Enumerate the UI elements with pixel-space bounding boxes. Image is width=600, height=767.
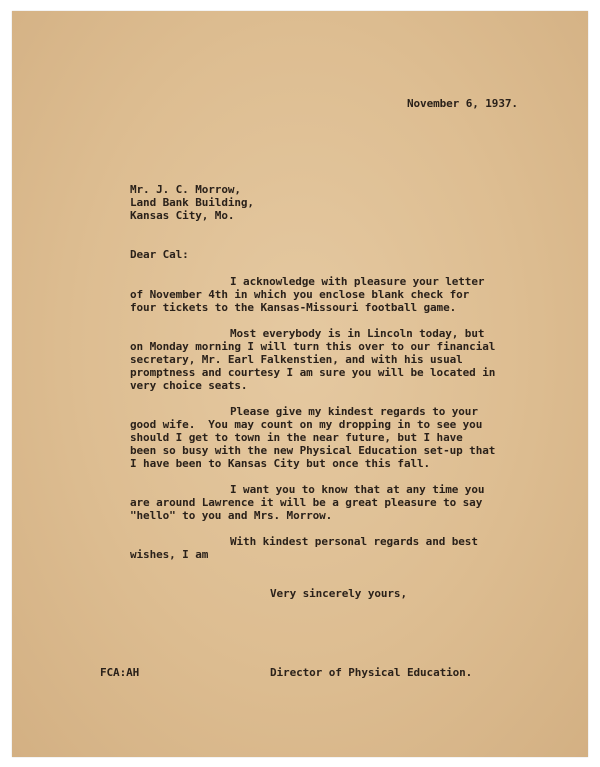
typist-initials: FCA:AH — [100, 666, 140, 679]
paragraph-1-line-3: four tickets to the Kansas-Missouri football game. — [130, 301, 457, 314]
paragraph-4-line-2: are around Lawrence it will be a great pleasure to say — [130, 496, 483, 509]
paragraph-3-line-1: Please give my kindest regards to your — [230, 405, 478, 418]
letter-date: November 6, 1937. — [407, 97, 518, 110]
paragraph-1-line-1: I acknowledge with pleasure your letter — [230, 275, 485, 288]
paragraph-2-line-5: very choice seats. — [130, 379, 248, 392]
recipient-name: Mr. J. C. Morrow, — [130, 183, 241, 196]
paragraph-3-line-5: I have been to Kansas City but once this fall. — [130, 457, 431, 470]
paragraph-3-line-2: good wife. You may count on my dropping in to see you — [130, 418, 483, 431]
paragraph-2-line-4: promptness and courtesy I am sure you will be located in — [130, 366, 496, 379]
paragraph-5-line-2: wishes, I am — [130, 548, 209, 561]
paragraph-4-line-3: "hello" to you and Mrs. Morrow. — [130, 509, 333, 522]
signature-title: Director of Physical Education. — [270, 666, 473, 679]
paragraph-5-line-1: With kindest personal regards and best — [230, 535, 478, 548]
complimentary-close: Very sincerely yours, — [270, 587, 407, 600]
paragraph-1-line-2: of November 4th in which you enclose blank check for — [130, 288, 470, 301]
recipient-address-line-1: Land Bank Building, — [130, 196, 254, 209]
recipient-address-line-2: Kansas City, Mo. — [130, 209, 235, 222]
paragraph-2-line-1: Most everybody is in Lincoln today, but — [230, 327, 485, 340]
paragraph-4-line-1: I want you to know that at any time you — [230, 483, 485, 496]
paragraph-2-line-2: on Monday morning I will turn this over to our financial — [130, 340, 496, 353]
salutation: Dear Cal: — [130, 248, 189, 261]
letter-page — [12, 11, 588, 757]
paragraph-3-line-3: should I get to town in the near future, but I have — [130, 431, 463, 444]
paragraph-2-line-3: secretary, Mr. Earl Falkenstien, and with his usual — [130, 353, 463, 366]
paragraph-3-line-4: been so busy with the new Physical Education set-up that — [130, 444, 496, 457]
